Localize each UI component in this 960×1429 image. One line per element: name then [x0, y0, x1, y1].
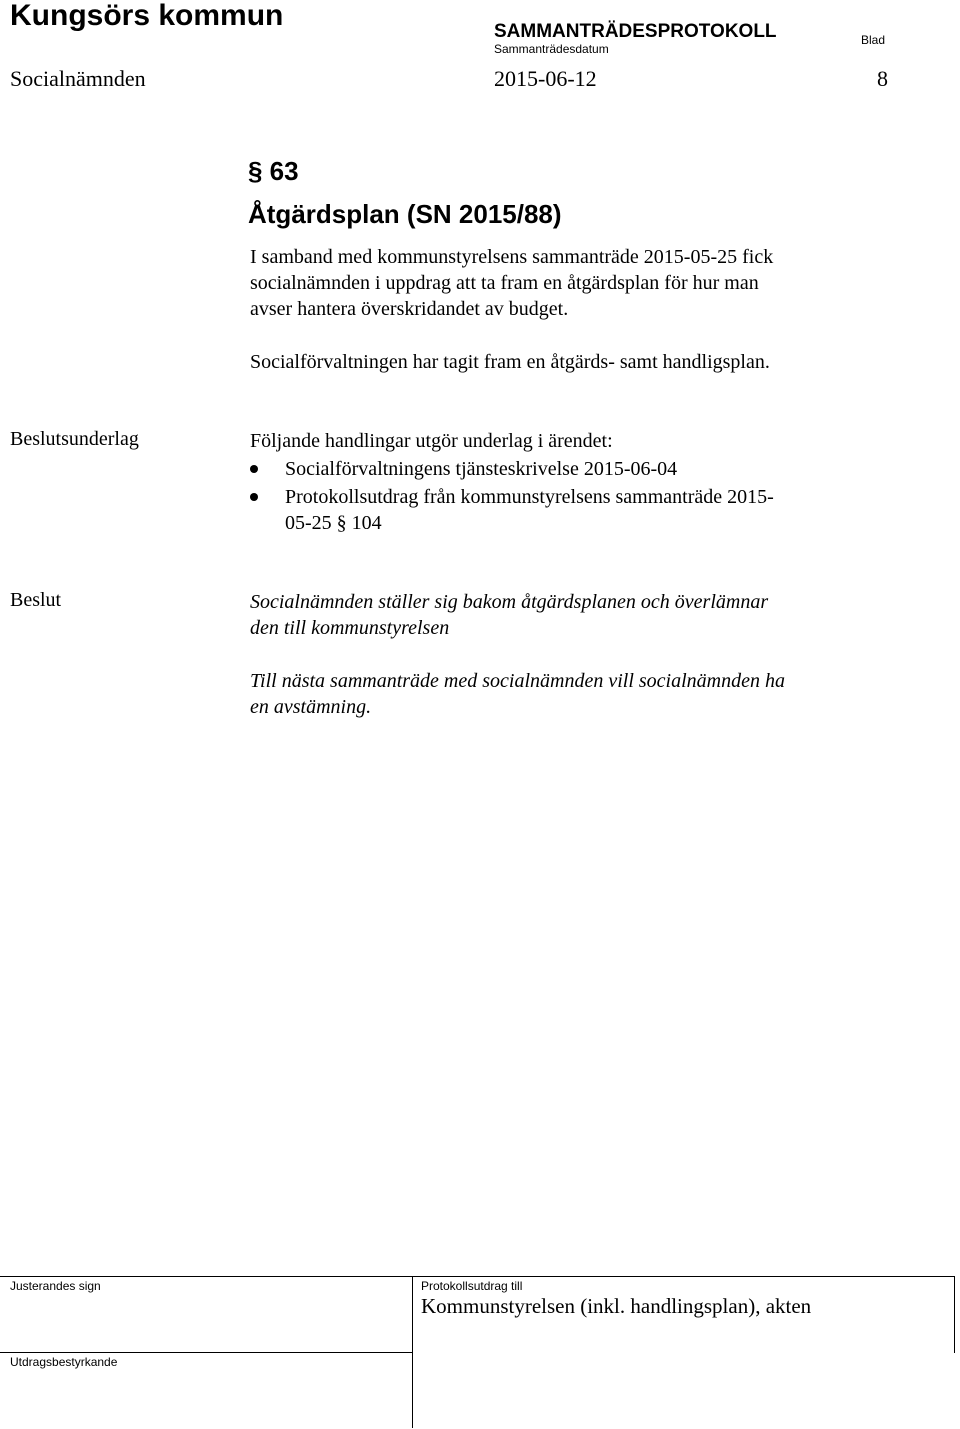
footer-table — [0, 1276, 955, 1428]
organization-name: Kungsörs kommun — [10, 0, 284, 32]
signature-cell — [0, 1277, 413, 1353]
certifier-label: Utdragsbestyrkande — [10, 1355, 118, 1369]
intro-paragraph — [250, 244, 773, 322]
meeting-date: 2015-06-12 — [494, 66, 597, 91]
intro-line: avser hantera överskridandet av budget. — [250, 298, 569, 320]
beslut-line: Till nästa sammanträde med socialnämnden vill socialnämnden ha — [250, 670, 785, 692]
beslut-line: en avstämning. — [250, 696, 372, 718]
document-type: SAMMANTRÄDESPROTOKOLL — [494, 21, 777, 42]
section-title: Åtgärdsplan (SN 2015/88) — [248, 199, 562, 229]
certifier-cell — [0, 1353, 413, 1428]
beslut-paragraph-2 — [250, 668, 785, 720]
page-label: Blad — [861, 33, 886, 47]
committee-name: Socialnämnden — [10, 66, 146, 91]
underlag-label: Beslutsunderlag — [10, 428, 139, 450]
beslut-paragraph — [250, 589, 768, 641]
extract-recipients: Kommunstyrelsen (inkl. handlingsplan), akten — [421, 1294, 812, 1318]
section-number: § 63 — [248, 156, 299, 186]
meeting-date-label: Sammanträdesdatum — [494, 42, 609, 56]
bullet-icon — [250, 465, 258, 473]
intro-paragraph-2: Socialförvaltningen har tagit fram en åtgärds- samt handligsplan. — [250, 351, 770, 373]
extract-label: Protokollsutdrag till — [421, 1279, 523, 1293]
signature-label: Justerandes sign — [10, 1279, 101, 1293]
extract-cell — [413, 1277, 955, 1353]
intro-line: I samband med kommunstyrelsens sammanträde 2015-05-25 fick — [250, 246, 774, 268]
beslut-line: den till kommunstyrelsen — [250, 617, 450, 639]
underlag-item-continuation: 05-25 § 104 — [285, 512, 382, 534]
beslut-label: Beslut — [10, 589, 62, 611]
underlag-lead-text: Följande handlingar utgör underlag i ärendet: — [250, 430, 613, 452]
intro-line: socialnämnden i uppdrag att ta fram en åtgärdsplan för hur man — [250, 272, 759, 294]
underlag-item-text: Socialförvaltningens tjänsteskrivelse 2015-06-04 — [285, 458, 678, 480]
page-number: 8 — [877, 66, 888, 91]
beslut-line: Socialnämnden ställer sig bakom åtgärdsplanen och överlämnar — [250, 591, 769, 613]
underlag-item-text: Protokollsutdrag från kommunstyrelsens sammanträde 2015- — [285, 486, 774, 508]
bullet-icon — [250, 493, 258, 501]
